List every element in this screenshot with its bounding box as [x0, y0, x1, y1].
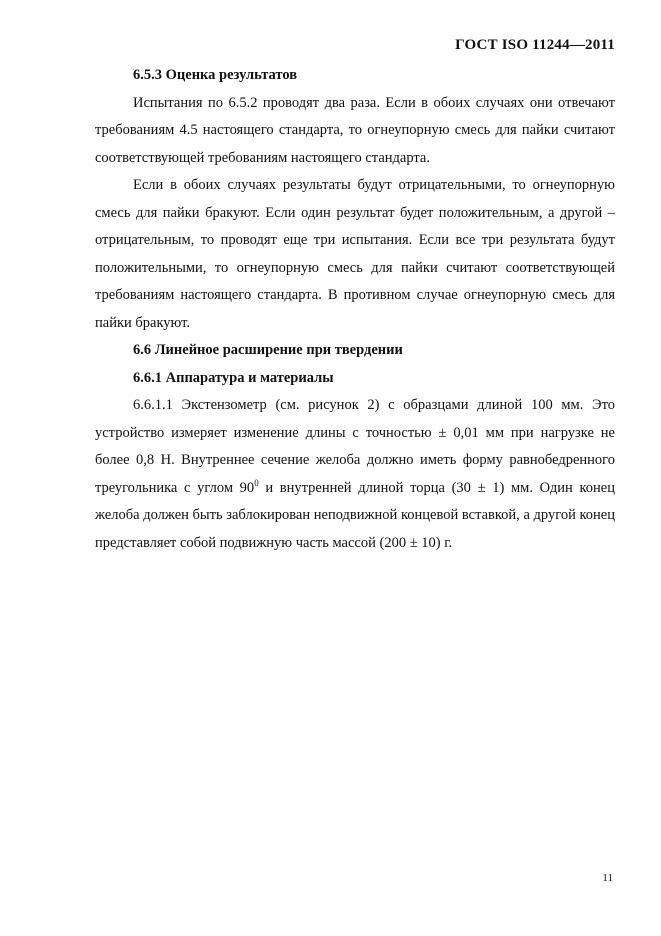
paragraph-text-part-1: 6.6.1.1 Экстензометр (см. рисунок 2) с образцами длиной 100 мм. Это устройство измеряет изменение длины с точностью ± 0,01 мм при нагрузке не более 0,8 Н. Внутреннее сечение желоба должно иметь форму равнобедренного треугольника с углом 90: [95, 397, 615, 496]
page-number: 11: [602, 872, 613, 884]
section-6-5-3-paragraph-1: Испытания по 6.5.2 проводят два раза. Если в обоих случаях они отвечают требованиям 4.5 настоящего стандарта, то огнеупорную смесь для пайки считают соответствующей требованиям настоящего стандарта.: [95, 94, 615, 166]
section-6-6-1-1-paragraph: [95, 392, 615, 557]
degree-superscript: 0: [254, 477, 259, 488]
section-6-6-heading: 6.6 Линейное расширение при твердении: [133, 342, 403, 358]
document-code-header: ГОСТ ISO 11244—2011: [455, 37, 615, 53]
section-6-6-1-heading: 6.6.1 Аппаратура и материалы: [133, 369, 334, 386]
section-6-5-3-heading: 6.5.3 Оценка результатов: [133, 67, 298, 83]
document-body: [95, 62, 615, 557]
section-6-5-3-paragraph-2: Если в обоих случаях результаты будут отрицательными, то огнеупорную смесь для пайки бракуют. Если один результат будет положительным, а другой – отрицательным, то проводят еще три испытания. Если все три результата будут положительными, то огнеупорную смесь для пайки считают соответствующей требованиям настоящего стандарта. В противном случае огнеупорную смесь для пайки бракуют.: [95, 177, 615, 331]
paragraph-text-part-2: и внутренней длиной торца (30 ± 1) мм. Один конец желоба должен быть заблокирован неподвижной концевой вставкой, а другой конец представляет собой подвижную часть массой (200 ± 10) г.: [95, 479, 616, 551]
